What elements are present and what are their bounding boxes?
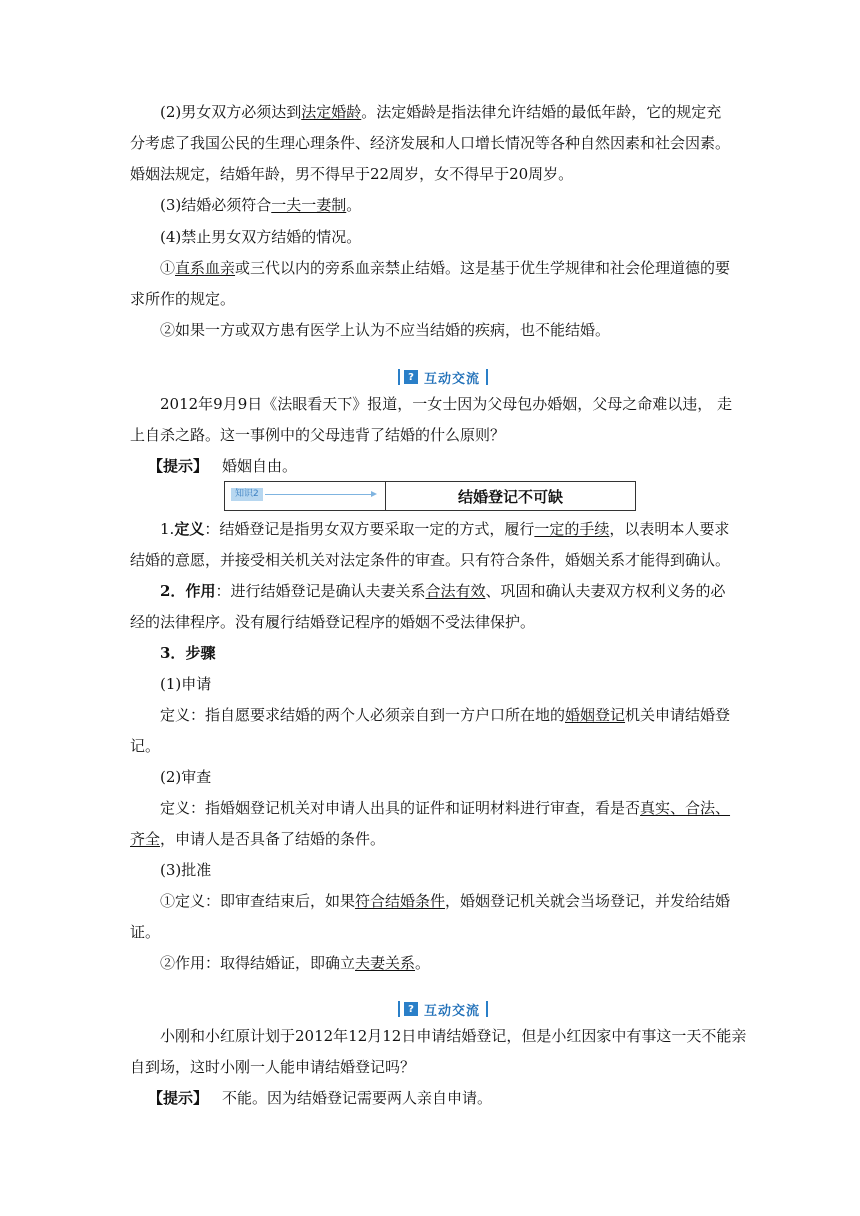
key-term: 夫妻关系 xyxy=(355,954,416,972)
condition-2-line-3: 婚姻法规定，结婚年龄，男不得早于22周岁，女不得早于20周岁。 xyxy=(130,165,574,183)
prohibition-1-line-2: 求所作的规定。 xyxy=(130,290,236,308)
key-term: 直系血亲 xyxy=(175,259,236,277)
section-tag: 知识2 xyxy=(231,488,263,501)
text: ，以表明本人要求 xyxy=(609,520,730,538)
badge-label: 互动交流 xyxy=(424,1003,481,1019)
badge-bar xyxy=(486,369,488,385)
prohibition-2: ②如果一方或双方患有医学上认为不应当结婚的疾病，也不能结婚。 xyxy=(160,321,611,339)
text: 或三代以内的旁系血亲禁止结婚。这是基于优生学规律和社会伦理道德的要 xyxy=(235,259,731,277)
qa2-question-line-2: 自到场，这时小刚一人能申请结婚登记吗？ xyxy=(130,1058,416,1076)
hint-label: 【提示】 xyxy=(148,457,209,475)
heading: 定义 xyxy=(174,520,205,538)
key-term: 一夫一妻制 xyxy=(271,196,347,214)
text: 定义：指自愿要求结婚的两个人必须亲自到一方户口所在地的 xyxy=(160,706,566,724)
text: 、巩固和确认夫妻双方权利义务的必 xyxy=(485,582,726,600)
text: 。 xyxy=(346,196,362,214)
step-apply-def-line-2: 记。 xyxy=(130,737,161,755)
text: 1. xyxy=(160,520,175,538)
key-term: 真实、合法、 xyxy=(640,799,731,817)
text: ① xyxy=(160,259,176,277)
condition-4: (4)禁止男女双方结婚的情况。 xyxy=(160,228,362,246)
text: ①定义：即审查结束后，如果 xyxy=(160,892,356,910)
hint-label: 【提示】 xyxy=(148,1089,209,1107)
step-approve-def-line-1 xyxy=(160,891,730,911)
definition-line-1 xyxy=(160,519,730,539)
section-tag-cell xyxy=(225,482,386,510)
text: ②作用：取得结婚证，即确立 xyxy=(160,954,356,972)
question-icon: ? xyxy=(404,1002,418,1016)
qa1-question-line-2: 上自杀之路。这一事例中的父母违背了结婚的什么原则？ xyxy=(130,426,506,444)
interaction-badge xyxy=(396,1000,490,1018)
step-review: (2)审查 xyxy=(160,768,212,786)
badge-label: 互动交流 xyxy=(424,371,481,387)
step-review-def-line-1 xyxy=(160,798,730,818)
text: ：进行结婚登记是确认夫妻关系 xyxy=(215,582,426,600)
arrow-icon xyxy=(265,494,375,495)
key-term: 齐全 xyxy=(130,830,161,848)
step-apply-def-line-1 xyxy=(160,705,730,725)
qa2-question-line-1: 小刚和小红原计划于2012年12月12日申请结婚登记，但是小红因家中有事这一天不能亲 xyxy=(160,1027,747,1045)
key-term: 婚姻登记 xyxy=(565,706,626,724)
text: (2)男女双方必须达到 xyxy=(160,103,302,121)
text: 定义：指婚姻登记机关对申请人出具的证件和证明材料进行审查，看是否 xyxy=(160,799,641,817)
text: ：结婚登记是指男女双方要采取一定的方式，履行 xyxy=(204,520,535,538)
function-line-2: 经的法律程序。没有履行结婚登记程序的婚姻不受法律保护。 xyxy=(130,613,536,631)
key-term: 合法有效 xyxy=(425,582,486,600)
heading: 作用 xyxy=(185,582,216,600)
badge-bar xyxy=(398,1001,400,1017)
condition-2-line-1 xyxy=(160,102,730,122)
section-title: 结婚登记不可缺 xyxy=(457,487,563,506)
hint-text: 婚姻自由。 xyxy=(222,457,298,475)
text: ，申请人是否具备了结婚的条件。 xyxy=(160,830,386,848)
steps-heading xyxy=(160,643,730,663)
condition-3 xyxy=(160,195,730,215)
text: 2． xyxy=(160,582,186,600)
text: 机关申请结婚登 xyxy=(625,706,731,724)
definition-line-2: 结婚的意愿，并接受相关机关对法定条件的审查。只有符合条件，婚姻关系才能得到确认。 xyxy=(130,551,731,569)
text: (3)结婚必须符合 xyxy=(160,196,272,214)
step-apply: (1)申请 xyxy=(160,675,212,693)
question-icon: ? xyxy=(404,370,418,384)
hint-text: 不能。因为结婚登记需要两人亲自申请。 xyxy=(222,1089,493,1107)
step-approve: (3)批准 xyxy=(160,861,212,879)
section-header xyxy=(224,481,636,511)
text: ，婚姻登记机关就会当场登记，并发给结婚 xyxy=(445,892,731,910)
badge-bar xyxy=(486,1001,488,1017)
text: 3． xyxy=(160,644,186,662)
key-term: 法定婚龄 xyxy=(301,103,362,121)
condition-2-line-2: 分考虑了我国公民的生理心理条件、经济发展和人口增长情况等各种自然因素和社会因素。 xyxy=(130,134,731,152)
heading: 步骤 xyxy=(185,644,216,662)
key-term: 一定的手续 xyxy=(534,520,610,538)
key-term: 符合结婚条件 xyxy=(355,892,446,910)
step-approve-def-line-2: 证。 xyxy=(130,923,161,941)
qa1-hint xyxy=(148,456,748,476)
badge-bar xyxy=(398,369,400,385)
text: 。法定婚龄是指法律允许结婚的最低年龄，它的规定充 xyxy=(361,103,722,121)
qa1-question-line-1: 2012年9月9日《法眼看天下》报道，一女士因为父母包办婚姻，父母之命难以违， 走 xyxy=(160,395,733,413)
text: 。 xyxy=(415,954,431,972)
qa2-hint xyxy=(148,1088,748,1108)
prohibition-1-line-1 xyxy=(160,258,730,278)
step-review-def-line-2 xyxy=(130,829,730,849)
interaction-badge xyxy=(396,368,490,386)
step-approve-use xyxy=(160,953,730,973)
function-line-1 xyxy=(160,581,730,601)
